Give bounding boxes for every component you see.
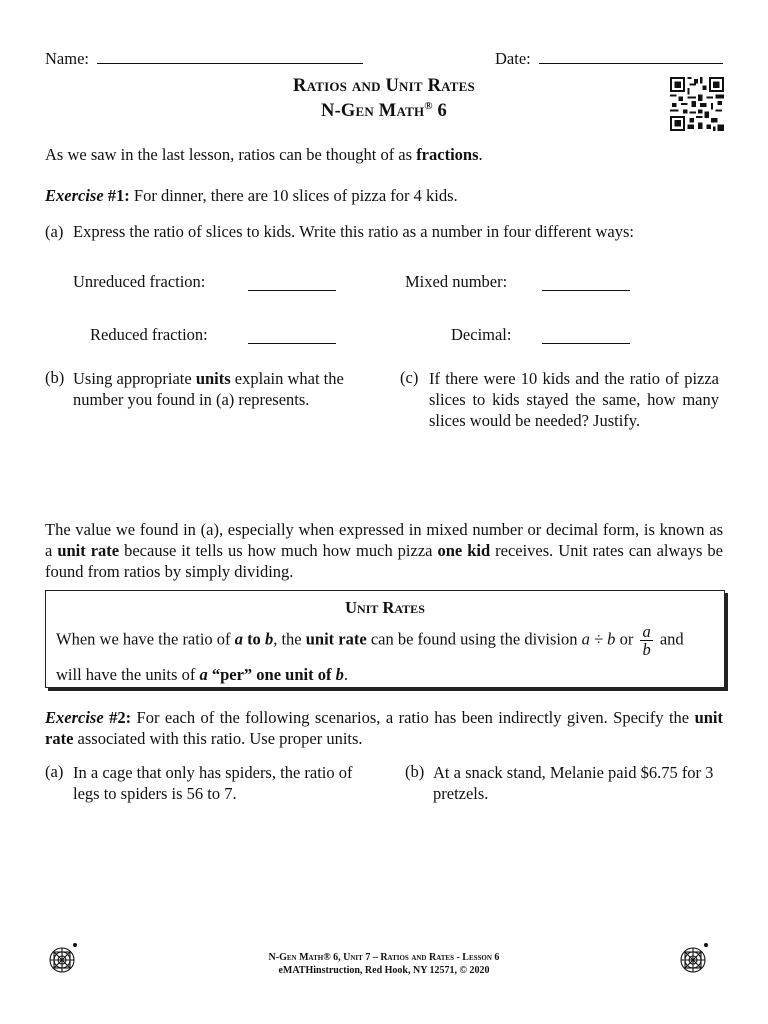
date-blank[interactable] (539, 48, 723, 64)
definition-or: or (615, 629, 638, 649)
intro-paragraph (45, 145, 725, 165)
part-b-marker: (b) (45, 368, 65, 387)
mixed-number-label: Mixed number: (405, 272, 508, 291)
decimal-label: Decimal: (451, 325, 512, 344)
intro-text: As we saw in the last lesson, ratios can be thought of as (45, 145, 417, 164)
name-blank[interactable] (97, 48, 363, 64)
units-end: . (343, 665, 348, 684)
units-per: “per” one unit of (207, 665, 336, 684)
definition-bold-unit-rate: unit rate (305, 629, 367, 649)
exercise-1-number: #1: (103, 186, 130, 205)
fraction-denominator: b (642, 640, 651, 659)
part-c-text: If there were 10 kids and the ratio of pizza slices to kids stayed the same, how many slices would be needed? Justify. (429, 369, 719, 430)
fraction-a-over-b (640, 623, 652, 658)
exercise-2-label: Exercise (45, 708, 104, 727)
part-c-marker: (c) (400, 368, 419, 387)
part-b-text-2: explain what the number you found in (a) represents. (73, 369, 344, 409)
decimal-blank[interactable] (542, 328, 630, 344)
name-field[interactable] (45, 48, 363, 69)
footer-line-2: eMATHinstruction, Red Hook, NY 12571, © 2020 (278, 965, 490, 976)
units-var-b: b (335, 665, 344, 684)
intro-bold: fractions (416, 145, 479, 164)
name-label: Name: (45, 49, 89, 68)
date-label: Date: (495, 49, 531, 68)
part-b-bold: units (195, 369, 231, 388)
exercise-2-text-2: associated with this ratio. Use proper units. (73, 729, 363, 748)
exercise-1-text: For dinner, there are 10 slices of pizza for 4 kids. (129, 186, 458, 205)
definition-to: to (242, 629, 265, 649)
mixed-number-blank[interactable] (542, 275, 630, 291)
unit-rate-explanation (45, 519, 723, 582)
footer-line-1: N-Gen Math® 6, Unit 7 – Ratios and Rates - Lesson 6 (268, 952, 500, 963)
part-a-marker: (a) (45, 222, 64, 241)
explanation-text-2: because it tells us how much how much pizza (119, 541, 438, 560)
definition-var-b: b (264, 629, 274, 649)
publisher-logo-icon (48, 942, 78, 979)
unit-rates-heading: Unit Rates (345, 598, 425, 617)
page-subtitle (0, 100, 768, 122)
exercise-1-prompt (45, 186, 725, 206)
reduced-fraction-blank[interactable] (248, 328, 336, 344)
definition-text-1: When we have the ratio of (56, 629, 235, 649)
units-var-a: a (199, 665, 208, 684)
explanation-bold-1: unit rate (57, 541, 120, 560)
exercise-2-part-b-text: At a snack stand, Melanie paid $6.75 for 3 pretzels. (433, 763, 714, 803)
exercise-2-prompt (45, 707, 723, 749)
exercise-2-part-a-text: In a cage that only has spiders, the ratio of legs to spiders is 56 to 7. (73, 763, 353, 803)
definition-text-2: , the (273, 629, 306, 649)
intro-end: . (478, 145, 483, 164)
page-title: Ratios and Unit Rates (293, 76, 475, 96)
exercise-1-label: Exercise (45, 186, 104, 205)
subtitle-grade: 6 (432, 101, 447, 122)
part-b-text-1: Using appropriate (73, 369, 196, 388)
units-text-1: will have the units of (56, 665, 200, 684)
exercise-2-part-a-marker: (a) (45, 762, 64, 781)
subtitle-text: N-Gen Math (321, 101, 425, 122)
definition-and: and (655, 629, 684, 649)
date-field[interactable] (495, 48, 723, 69)
unit-rates-box (45, 590, 725, 688)
exercise-2-part-b-marker: (b) (405, 762, 425, 781)
registered-mark: ® (424, 100, 433, 112)
explanation-bold-2: one kid (437, 541, 491, 560)
explanation-text-1: The value we found in (a), especially when expressed in mixed number or decimal form, is known as a (45, 520, 723, 560)
publisher-logo-right-icon (679, 942, 709, 979)
division-expression: a ÷ b (581, 629, 616, 649)
unit-rates-units-line (56, 665, 716, 685)
unreduced-fraction-label: Unreduced fraction: (73, 272, 206, 291)
definition-text-3: can be found using the division (366, 629, 582, 649)
part-a-text: Express the ratio of slices to kids. Write this ratio as a number in four different ways: (73, 222, 634, 241)
definition-var-a: a (234, 629, 243, 649)
exercise-2-bold: unit rate (45, 708, 724, 748)
unreduced-fraction-blank[interactable] (248, 275, 336, 291)
exercise-2-number: #2: (103, 708, 132, 727)
unit-rates-definition (56, 623, 716, 658)
exercise-2-text-1: For each of the following scenarios, a ratio has been indirectly given. Specify the (131, 708, 695, 727)
reduced-fraction-label: Reduced fraction: (90, 325, 208, 344)
explanation-text-3: receives. Unit rates can always be found from ratios by simply dividing. (45, 541, 723, 581)
part-b-text (73, 368, 368, 410)
qr-code-icon[interactable] (670, 77, 724, 136)
fraction-numerator: a (642, 622, 651, 641)
